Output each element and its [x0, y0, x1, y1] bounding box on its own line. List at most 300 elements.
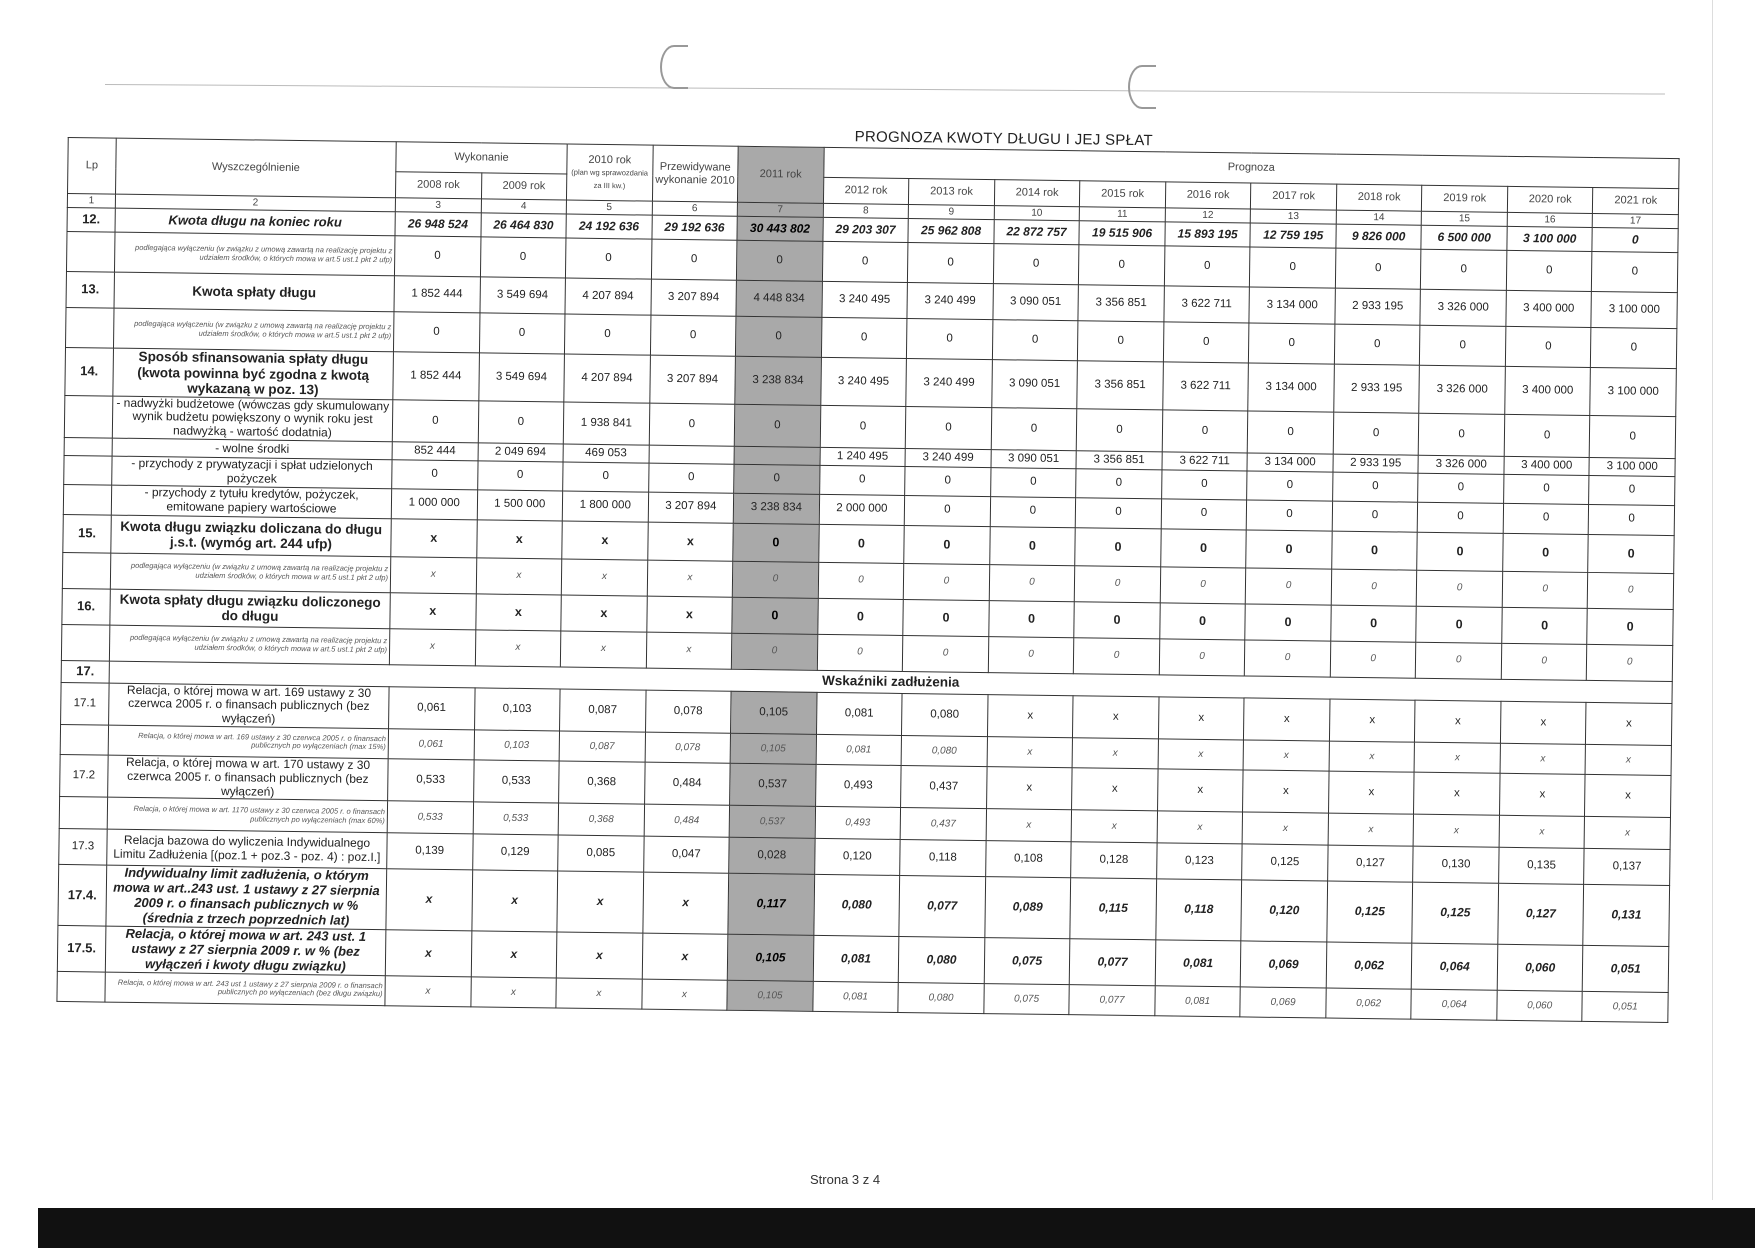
column-number: 17 — [1593, 213, 1679, 228]
value-cell: 2 933 195 — [1334, 364, 1420, 413]
value-cell: 0,537 — [730, 763, 816, 807]
value-cell: 0 — [734, 464, 820, 494]
value-cell: 26 464 830 — [481, 213, 567, 238]
value-cell: 0 — [732, 561, 818, 598]
value-cell: 0 — [819, 465, 905, 495]
value-cell: x — [1158, 739, 1244, 770]
value-cell: 0 — [1592, 227, 1678, 252]
value-cell: x — [1328, 813, 1414, 846]
value-cell: 0 — [1506, 250, 1592, 291]
value-cell: 3 400 000 — [1505, 366, 1591, 415]
value-cell: x — [1072, 738, 1158, 769]
value-cell: 0 — [1247, 499, 1333, 530]
value-cell: 0,118 — [900, 840, 986, 877]
row-lp — [64, 437, 112, 456]
column-number: 16 — [1507, 212, 1593, 227]
header-2011: 2011 rok — [738, 146, 824, 203]
value-cell: 12 759 195 — [1250, 223, 1336, 248]
value-cell: 0,533 — [473, 760, 559, 804]
value-cell: x — [556, 978, 642, 1009]
value-cell: 0 — [1076, 408, 1162, 452]
value-cell: 0,130 — [1413, 846, 1499, 883]
row-description: podlegająca wyłączeniu (w związku z umową zawartą na realizację projektu z udziałem środków, o których mowa w art.5 ust.1 pkt 2 ufp) — [109, 625, 389, 665]
value-cell: 0,085 — [558, 835, 644, 872]
value-cell: 3 622 711 — [1162, 452, 1248, 471]
value-cell: 0 — [1587, 644, 1673, 681]
value-cell: 0,078 — [645, 690, 731, 734]
row-description: Kwota długu na koniec roku — [115, 208, 395, 236]
value-cell: 1 938 841 — [563, 402, 649, 446]
value-cell: x — [986, 809, 1072, 842]
value-cell: 0 — [1592, 251, 1678, 292]
header-wykonanie: Wykonanie — [396, 142, 567, 174]
value-cell: 0 — [1161, 528, 1247, 567]
value-cell: 0 — [820, 405, 906, 449]
value-cell: 3 134 000 — [1249, 287, 1335, 324]
value-cell: 3 090 051 — [991, 450, 1077, 469]
value-cell: 0,064 — [1411, 989, 1497, 1020]
value-cell: 0 — [1160, 566, 1246, 603]
value-cell: 0 — [734, 404, 820, 448]
value-cell: 0 — [1588, 534, 1674, 573]
value-cell: x — [556, 932, 642, 979]
value-cell: 0 — [1079, 245, 1165, 286]
value-cell: x — [1414, 772, 1500, 816]
value-cell: 19 515 906 — [1079, 221, 1165, 246]
row-description: Kwota spłaty długu związku doliczonego do długu — [110, 589, 390, 629]
value-cell: 0 — [904, 525, 990, 564]
column-number: 1 — [67, 194, 115, 209]
value-cell: 0 — [905, 466, 991, 496]
value-cell: 0,125 — [1412, 882, 1498, 944]
value-cell: 0,080 — [898, 937, 984, 984]
value-cell: 3 240 495 — [820, 357, 906, 406]
value-cell: 0 — [1505, 326, 1591, 367]
value-cell: 0 — [988, 636, 1074, 673]
value-cell: 0,131 — [1583, 885, 1669, 947]
value-cell: 0 — [990, 468, 1076, 498]
value-cell: 0 — [821, 317, 907, 358]
column-number: 6 — [652, 201, 738, 216]
value-cell: 30 443 802 — [737, 216, 823, 241]
row-description: podlegająca wyłączeniu (w związku z umową zawartą na realizację projektu z udziałem środków, o których mowa w art.5 ust.1 pkt 2 ufp) — [114, 232, 394, 276]
value-cell: x — [647, 560, 733, 597]
value-cell: 0 — [651, 239, 737, 280]
value-cell: 3 326 000 — [1418, 455, 1504, 474]
value-cell: 0 — [1250, 247, 1336, 288]
value-cell: 2 049 694 — [478, 443, 564, 462]
row-lp — [65, 307, 114, 348]
value-cell: 0 — [394, 236, 480, 277]
header-2010-plan-label: 2010 rok — [588, 153, 632, 166]
row-description: podlegająca wyłączeniu (w związku z umową zawartą na realizację projektu z udziałem środków, o których mowa w art.5 ust.1 pkt 2 ufp) — [113, 308, 393, 352]
value-cell: 0,120 — [1241, 880, 1327, 942]
value-cell: x — [646, 632, 732, 669]
value-cell: 3 356 851 — [1078, 285, 1164, 322]
value-cell: 0,123 — [1156, 843, 1242, 880]
value-cell: 3 622 711 — [1164, 286, 1250, 323]
value-cell: 0 — [1331, 569, 1417, 606]
value-cell: 0 — [1332, 472, 1418, 502]
value-cell: x — [1585, 774, 1671, 818]
value-cell: 0 — [479, 313, 565, 354]
value-cell: 0 — [1161, 470, 1247, 500]
value-cell: 0 — [1159, 638, 1245, 675]
value-cell: 0,129 — [472, 834, 558, 871]
value-cell: 4 207 894 — [564, 354, 650, 403]
row-description: Relacja, o której mowa w art. 243 ust. 1 ustawy z 27 sierpnia 2009 r. w % (bez wyłączeń i kwoty długu związku) — [105, 926, 386, 975]
value-cell: x — [1072, 768, 1158, 812]
value-cell: x — [390, 592, 476, 629]
page-footer: Strona 3 z 4 — [810, 1172, 881, 1187]
value-cell: x — [470, 977, 556, 1008]
value-cell: 0 — [992, 320, 1078, 361]
value-cell: x — [475, 593, 561, 630]
value-cell: 3 549 694 — [478, 353, 564, 402]
value-cell: x — [1244, 697, 1330, 741]
value-cell: 0,077 — [1069, 985, 1155, 1016]
value-cell: 0,069 — [1241, 941, 1327, 988]
value-cell: 0 — [1417, 532, 1503, 571]
value-cell: 0 — [1075, 565, 1161, 602]
value-cell: 0,125 — [1327, 881, 1413, 943]
row-lp — [60, 724, 108, 755]
value-cell: 0 — [1589, 504, 1675, 535]
value-cell: x — [475, 629, 561, 666]
value-cell: 0,437 — [900, 808, 986, 841]
value-cell: 0 — [1501, 643, 1587, 680]
row-lp: 15. — [63, 514, 111, 553]
value-cell: 0,028 — [729, 838, 815, 875]
value-cell: 1 500 000 — [477, 489, 563, 520]
value-cell: 0,368 — [559, 761, 645, 805]
value-cell: 0,103 — [474, 687, 560, 731]
value-cell: x — [386, 869, 472, 931]
value-cell: 0 — [991, 407, 1077, 451]
value-cell: 3 240 499 — [907, 283, 993, 320]
value-cell: 0,139 — [387, 833, 473, 870]
value-cell: 0,087 — [559, 731, 645, 762]
value-cell — [649, 445, 735, 464]
value-cell: x — [1157, 769, 1243, 813]
value-cell: 0 — [1502, 571, 1588, 608]
value-cell: 0 — [480, 237, 566, 278]
value-cell: 29 192 636 — [652, 215, 738, 240]
value-cell: x — [390, 556, 476, 593]
debt-forecast-table — [56, 137, 1679, 1023]
row-description: - nadwyżki budżetowe (wówczas gdy skumulowany wynik budżetu powiększony o wynik roku jest nadwyżką - wartość dodatnia) — [112, 396, 393, 442]
value-cell: 0,118 — [1156, 879, 1242, 941]
row-lp — [63, 484, 111, 515]
value-cell: 3 622 711 — [1163, 362, 1249, 411]
value-cell: 6 500 000 — [1421, 225, 1507, 250]
value-cell: 0 — [649, 403, 735, 447]
value-cell: 0 — [990, 496, 1076, 527]
column-number: 11 — [1079, 207, 1165, 222]
value-cell: 0 — [1331, 605, 1417, 642]
value-cell: 0 — [1502, 607, 1588, 644]
value-cell: 0,105 — [731, 691, 817, 735]
value-cell: 0,080 — [902, 693, 988, 737]
value-cell: 0 — [1416, 606, 1502, 643]
value-cell: x — [987, 694, 1073, 738]
value-cell: 0,533 — [473, 802, 559, 835]
value-cell: 0 — [1591, 327, 1677, 368]
value-cell: 0,081 — [816, 734, 902, 765]
value-cell: 0,437 — [901, 765, 987, 809]
value-cell: 0 — [989, 600, 1075, 637]
table-body — [57, 207, 1678, 1022]
value-cell: 0 — [1588, 572, 1674, 609]
value-cell: 0,115 — [1070, 878, 1156, 940]
value-cell: 3 207 894 — [651, 279, 737, 316]
value-cell: 0 — [905, 406, 991, 450]
value-cell: 0 — [1503, 503, 1589, 534]
value-cell: 3 090 051 — [992, 360, 1078, 409]
header-2010-plan-sub: (plan wg sprawozdania za III kw.) — [571, 167, 649, 191]
value-cell: 3 100 000 — [1591, 291, 1677, 328]
column-number: 9 — [908, 205, 994, 220]
value-cell: 3 400 000 — [1504, 456, 1590, 475]
value-cell: 0 — [1245, 639, 1331, 676]
row-description: Relacja, o której mowa w art. 169 ustawy z 30 czerwca 2005 r. o finansach publicznych po wyłączeniach (max 15%) — [108, 725, 388, 759]
value-cell: 0,075 — [984, 938, 1070, 985]
header-forecast-year: 2013 rok — [909, 179, 995, 206]
value-cell: x — [557, 871, 643, 933]
value-cell: 0 — [650, 315, 736, 356]
column-number: 13 — [1251, 209, 1337, 224]
value-cell: 3 134 000 — [1248, 363, 1334, 412]
value-cell: 0,080 — [901, 735, 987, 766]
value-cell: 0,060 — [1497, 944, 1583, 991]
column-number: 5 — [566, 200, 652, 215]
value-cell: x — [1243, 740, 1329, 771]
value-cell: 3 134 000 — [1247, 453, 1333, 472]
value-cell: 0 — [563, 462, 649, 492]
value-cell: 0 — [1332, 531, 1418, 570]
value-cell: 0 — [1504, 414, 1590, 458]
value-cell: 3 238 834 — [733, 493, 819, 524]
value-cell: 0 — [731, 633, 817, 670]
value-cell: 0 — [732, 597, 818, 634]
value-cell: 0 — [903, 635, 989, 672]
value-cell: 0 — [1418, 502, 1504, 533]
value-cell: 3 240 495 — [822, 281, 908, 318]
value-cell: 3 100 000 — [1507, 226, 1593, 251]
value-cell: 0 — [1075, 527, 1161, 566]
value-cell: 0 — [736, 316, 822, 357]
header-forecast-year: 2018 rok — [1336, 184, 1422, 211]
value-cell: x — [391, 518, 477, 557]
row-lp: 17. — [61, 660, 109, 683]
header-forecast-year: 2017 rok — [1251, 183, 1337, 210]
value-cell: x — [1499, 816, 1585, 849]
value-cell: x — [560, 631, 646, 668]
value-cell: 0,064 — [1412, 943, 1498, 990]
column-number: 7 — [737, 202, 823, 217]
value-cell: 0 — [989, 564, 1075, 601]
value-cell: 0,484 — [644, 804, 730, 837]
value-cell: x — [1414, 742, 1500, 773]
value-cell: 0,080 — [814, 875, 900, 937]
value-cell: 3 207 894 — [648, 492, 734, 523]
value-cell: 0,127 — [1327, 845, 1413, 882]
row-lp — [62, 552, 110, 589]
value-cell: 0,081 — [813, 981, 899, 1012]
header-forecast-year: 2016 rok — [1165, 182, 1251, 209]
value-cell: x — [1071, 810, 1157, 843]
value-cell: 0 — [1248, 411, 1334, 455]
value-cell: 0 — [822, 241, 908, 282]
value-cell: 0,533 — [387, 801, 473, 834]
column-number: 10 — [994, 206, 1080, 221]
value-cell: 3 549 694 — [480, 277, 566, 314]
value-cell: 4 207 894 — [565, 278, 651, 315]
value-cell: 0 — [1589, 475, 1675, 505]
value-cell: 0,077 — [1069, 939, 1155, 986]
row-lp — [64, 455, 112, 484]
row-lp — [57, 971, 105, 1002]
value-cell: 0,105 — [727, 980, 813, 1011]
header-forecast-year: 2020 rok — [1507, 186, 1593, 213]
value-cell: 0 — [903, 599, 989, 636]
row-description: Kwota długu związku doliczana do długu j.s.t. (wymóg art. 244 ufp) — [111, 515, 391, 557]
value-cell: 0,081 — [1155, 986, 1241, 1017]
value-cell: 0 — [1246, 529, 1332, 568]
row-description: - przychody z prywatyzacji i spłat udzielonych pożyczek — [112, 456, 392, 488]
value-cell: 469 053 — [563, 444, 649, 463]
value-cell: 29 203 307 — [823, 217, 909, 242]
value-cell: x — [476, 557, 562, 594]
header-lp: Lp — [68, 138, 117, 195]
value-cell: x — [1157, 811, 1243, 844]
row-lp: 16. — [62, 588, 110, 625]
value-cell: 22 872 757 — [994, 220, 1080, 245]
value-cell: 0,081 — [813, 935, 899, 982]
value-cell: 3 090 051 — [993, 284, 1079, 321]
value-cell: 0 — [1421, 249, 1507, 290]
value-cell: 0 — [1074, 601, 1160, 638]
value-cell: 0 — [733, 523, 819, 562]
value-cell: 0 — [1503, 474, 1589, 504]
value-cell: 0,493 — [815, 807, 901, 840]
value-cell: 0 — [565, 314, 651, 355]
header-2008: 2008 rok — [395, 172, 481, 199]
scan-edge-line — [105, 84, 1665, 95]
value-cell: 3 400 000 — [1506, 290, 1592, 327]
value-cell: x — [385, 976, 471, 1007]
value-cell: x — [471, 870, 557, 932]
value-cell: 0,081 — [816, 692, 902, 736]
row-description: Relacja, o której mowa w art. 243 ust 1 ustawy z 27 sierpnia 2009 r. o finansach publicznych po wyłączeniach (bez długu związku) — [105, 972, 385, 1006]
value-cell: 0,078 — [645, 732, 731, 763]
value-cell: 0,125 — [1242, 844, 1328, 881]
value-cell: 0,127 — [1498, 884, 1584, 946]
row-lp: 17.2 — [60, 754, 109, 797]
value-cell: 2 933 195 — [1335, 288, 1421, 325]
value-cell: 0 — [989, 526, 1075, 565]
value-cell: 0 — [1335, 248, 1421, 289]
value-cell: 0 — [1163, 322, 1249, 363]
value-cell: 0,075 — [984, 983, 1070, 1014]
value-cell: 0,117 — [728, 874, 814, 936]
value-cell: 0 — [904, 495, 990, 526]
value-cell: 852 444 — [392, 442, 478, 461]
row-lp: 17.4. — [58, 865, 107, 926]
value-cell: x — [1585, 744, 1671, 775]
value-cell: 0,137 — [1584, 849, 1670, 886]
header-forecast-year: 2015 rok — [1080, 181, 1166, 208]
value-cell: 0,051 — [1583, 945, 1669, 992]
row-lp — [66, 231, 115, 272]
value-cell: x — [1500, 701, 1586, 745]
value-cell: x — [646, 596, 732, 633]
value-cell: 0 — [818, 562, 904, 599]
value-cell: 0 — [477, 461, 563, 491]
column-number: 14 — [1336, 210, 1422, 225]
value-cell: 0,089 — [985, 877, 1071, 939]
row-lp: 17.5. — [57, 925, 106, 971]
value-cell: x — [642, 872, 728, 934]
value-cell: 0 — [1416, 642, 1502, 679]
value-cell: 0 — [1417, 570, 1503, 607]
row-description: Relacja bazowa do wyliczenia Indywidualnego Limitu Zadłużenia [(poz.1 + poz.3 - poz. 4) : poz.I.] — [107, 829, 387, 869]
value-cell: 0 — [1160, 602, 1246, 639]
value-cell: 0 — [1330, 641, 1416, 678]
row-lp: 17.3 — [59, 829, 107, 866]
value-cell: 3 240 499 — [906, 358, 992, 407]
value-cell: 0,062 — [1326, 988, 1412, 1019]
value-cell: 0,061 — [388, 729, 474, 760]
value-cell: 2 000 000 — [819, 494, 905, 525]
column-number: 4 — [481, 199, 567, 214]
value-cell: 0 — [1245, 603, 1331, 640]
value-cell: 0,061 — [389, 686, 475, 730]
value-cell: x — [1413, 814, 1499, 847]
value-cell: 0 — [903, 563, 989, 600]
value-cell: 3 100 000 — [1590, 367, 1676, 416]
value-cell: 0 — [993, 244, 1079, 285]
value-cell: 0,120 — [814, 839, 900, 876]
value-cell: 2 933 195 — [1333, 454, 1419, 473]
value-cell: 0 — [817, 634, 903, 671]
value-cell: 4 448 834 — [736, 280, 822, 317]
row-lp — [64, 395, 113, 438]
value-cell: x — [476, 519, 562, 558]
column-number: 12 — [1165, 208, 1251, 223]
header-2010-plan — [567, 144, 653, 201]
row-description: - wolne środki — [112, 438, 392, 460]
value-cell: 0,103 — [474, 730, 560, 761]
value-cell: x — [561, 559, 647, 596]
value-cell: 0 — [1247, 471, 1333, 501]
value-cell: 0 — [1161, 498, 1247, 529]
column-number: 2 — [115, 194, 395, 212]
row-description: Kwota spłaty długu — [114, 272, 394, 312]
column-number: 3 — [395, 198, 481, 213]
value-cell: x — [642, 933, 728, 980]
header-forecast-year: 2021 rok — [1593, 187, 1679, 214]
value-cell: 0 — [737, 240, 823, 281]
value-cell: x — [1500, 743, 1586, 774]
value-cell: x — [1586, 702, 1672, 746]
value-cell: 0,484 — [644, 762, 730, 806]
value-cell: 3 207 894 — [649, 355, 735, 404]
header-przewidywane: Przewidywane wykonanie 2010 — [652, 145, 738, 202]
value-cell: x — [1329, 699, 1415, 743]
value-cell: 0 — [1503, 533, 1589, 572]
row-description: Sposób sfinansowania spłaty długu (kwota powinna być zgodna z kwotą wykazaną w poz. 13) — [113, 348, 394, 399]
